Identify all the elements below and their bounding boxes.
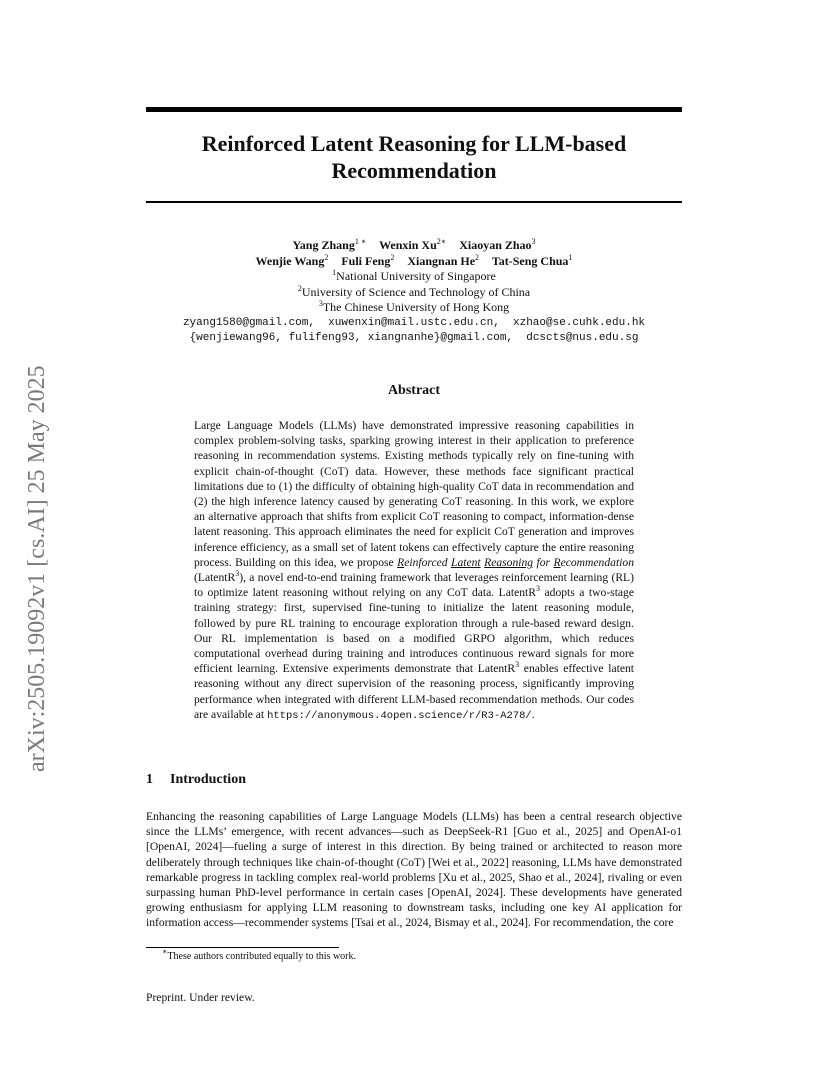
abstract-text: . — [531, 707, 535, 721]
affiliation — [146, 285, 682, 301]
method-name — [397, 556, 634, 569]
author-emails: zyang1580@gmail.com, xuwenxin@mail.ustc.edu.cn, xzhao@se.cuhk.edu.hk — [182, 316, 646, 329]
footnote-mark: ∗ — [162, 947, 168, 956]
abstract-text: adopts a two-stage training strategy: first, supervised fine-tuning to initialize the latent reasoning module, followed by pure RL training to encourage exploration through a rule-based reward design. Our RL implementation is based on a modified GRPO algorithm, which reduces computational overhead during training and introduces continuous reward signals for more efficient learning. Extensive experiments demonstrate that LatentR — [194, 586, 634, 676]
superscript: 3 — [536, 584, 540, 594]
author-name: Xiangnan He — [407, 253, 476, 268]
author-mark: 2 — [475, 252, 480, 262]
method-initial: R — [484, 555, 492, 569]
method-word: ecommendation — [560, 555, 634, 569]
superscript: 3 — [515, 660, 520, 670]
author-name: Tat-Seng Chua — [491, 253, 569, 268]
author-mark: 1 — [568, 252, 573, 262]
author-mark: 3 — [531, 237, 536, 246]
title-bottom-rule — [146, 201, 682, 203]
method-word: for — [536, 555, 554, 569]
code-link[interactable]: https://anonymous.4open.science/r/R3-A278/ — [267, 709, 532, 722]
author-row-1 — [146, 238, 682, 254]
author-name: Wenjie Wang — [255, 253, 325, 268]
author-block — [146, 238, 682, 347]
abstract-text: ), a novel end-to-end training framework that leverages reinforcement learning (RL) to optimize latent reasoning without relying on any CoT data. LatentR — [194, 571, 634, 600]
abstract-text: (LatentR — [194, 571, 236, 585]
affiliation-mark: 3 — [318, 299, 323, 308]
author-row-2 — [146, 254, 682, 270]
footnote-rule — [146, 947, 339, 948]
author-name: Wenxin Xu — [379, 238, 437, 252]
author-name: Fuli Feng — [341, 253, 391, 268]
title-top-rule — [146, 107, 682, 112]
affiliation-mark: 2 — [297, 283, 302, 293]
abstract-text: enables effective latent reasoning without any direct supervision of the reasoning process, significantly improving performance when integrated with different LLM-based recommendation methods. Our codes are available at — [194, 662, 634, 721]
affiliation-text: The Chinese University of Hong Kong — [322, 300, 510, 314]
superscript: 3 — [235, 569, 240, 579]
footnote — [162, 947, 357, 962]
method-initial: R — [397, 555, 405, 569]
method-word: easoning — [491, 555, 534, 569]
affiliation — [146, 269, 682, 285]
abstract-heading: Abstract — [387, 383, 441, 398]
affiliation-text: National University of Singapore — [336, 269, 496, 283]
abstract-body — [194, 418, 634, 724]
affiliation-text: University of Science and Technology of China — [301, 284, 531, 299]
author-mark: 1 ∗ — [354, 237, 367, 246]
method-initial: R — [553, 555, 561, 569]
author-name: Xiaoyan Zhao — [459, 238, 532, 252]
author-emails: {wenjiewang96, fulifeng93, xiangnanhe}@gmail.com, dcscts@nus.edu.sg — [189, 332, 639, 344]
affiliation — [146, 300, 682, 316]
method-word: einforced — [404, 555, 451, 569]
section-number: 1 — [146, 772, 153, 787]
section-title: Introduction — [170, 772, 246, 787]
abstract-text: Large Language Models (LLMs) have demonstrated impressive reasoning capabilities in complex problem-solving tasks, sparking growing interest in their application to preference reasoning in recommendation systems. Existing methods typically rely on fine-tuning with explicit chain-of-thought (CoT) data. However, these methods face significant practical limitations due to (1) the difficulty of obtaining high-quality CoT data in recommendation and (2) the high inference latency caused by generating CoT reasoning. In this work, we explore an alternative approach that shifts from explicit CoT reasoning to compact, information-dense latent reasoning. This approach eliminates the need for explicit CoT generation and improves inference efficiency, as a small set of latent tokens can effectively capture the entire reasoning process. Building on this idea, we propose — [194, 419, 634, 569]
preprint-note: Preprint. Under review. — [146, 991, 255, 1004]
author-name: Yang Zhang — [292, 238, 355, 252]
section-heading — [146, 772, 246, 788]
footnote-text: These authors contributed equally to this work. — [167, 951, 357, 962]
author-mark: 2 — [390, 252, 395, 262]
title-line-2: Recommendation — [331, 158, 497, 183]
intro-paragraph: Enhancing the reasoning capabilities of Large Language Models (LLMs) has been a central research objective since the LLMs’ emergence, with recent advances—such as DeepSeek-R1 [Guo et al., 2025] and OpenAI-o1 [OpenAI, 2024]—fueling a surge of interest in this direction. By being trained or architected to reason more deliberately through techniques like chain-of-thought (CoT) [Wei et al., 2022] reasoning, LLMs have demonstrated remarkable progress in tackling complex real-world problems [Xu et al., 2025, Shao et al., 2024], rivaling or even surpassing human PhD-level performance in certain cases [OpenAI, 2024]. These developments have generated growing enthusiasm for applying LLM reasoning to downstream tasks, including one key AI application for information access—recommender systems [Tsai et al., 2024, Bismay et al., 2024]. For recommendation, the core — [146, 810, 682, 930]
author-mark: 2 — [324, 252, 329, 262]
author-mark: 2∗ — [436, 237, 447, 246]
affiliation-mark: 1 — [332, 268, 337, 277]
title-line-1: Reinforced Latent Reasoning for LLM-based — [201, 131, 627, 156]
method-initial: L — [451, 555, 458, 569]
method-word: atent — [457, 555, 481, 569]
paper-title — [146, 130, 682, 184]
arxiv-stamp: arXiv:2505.19092v1 [cs.AI] 25 May 2025 — [24, 365, 50, 772]
